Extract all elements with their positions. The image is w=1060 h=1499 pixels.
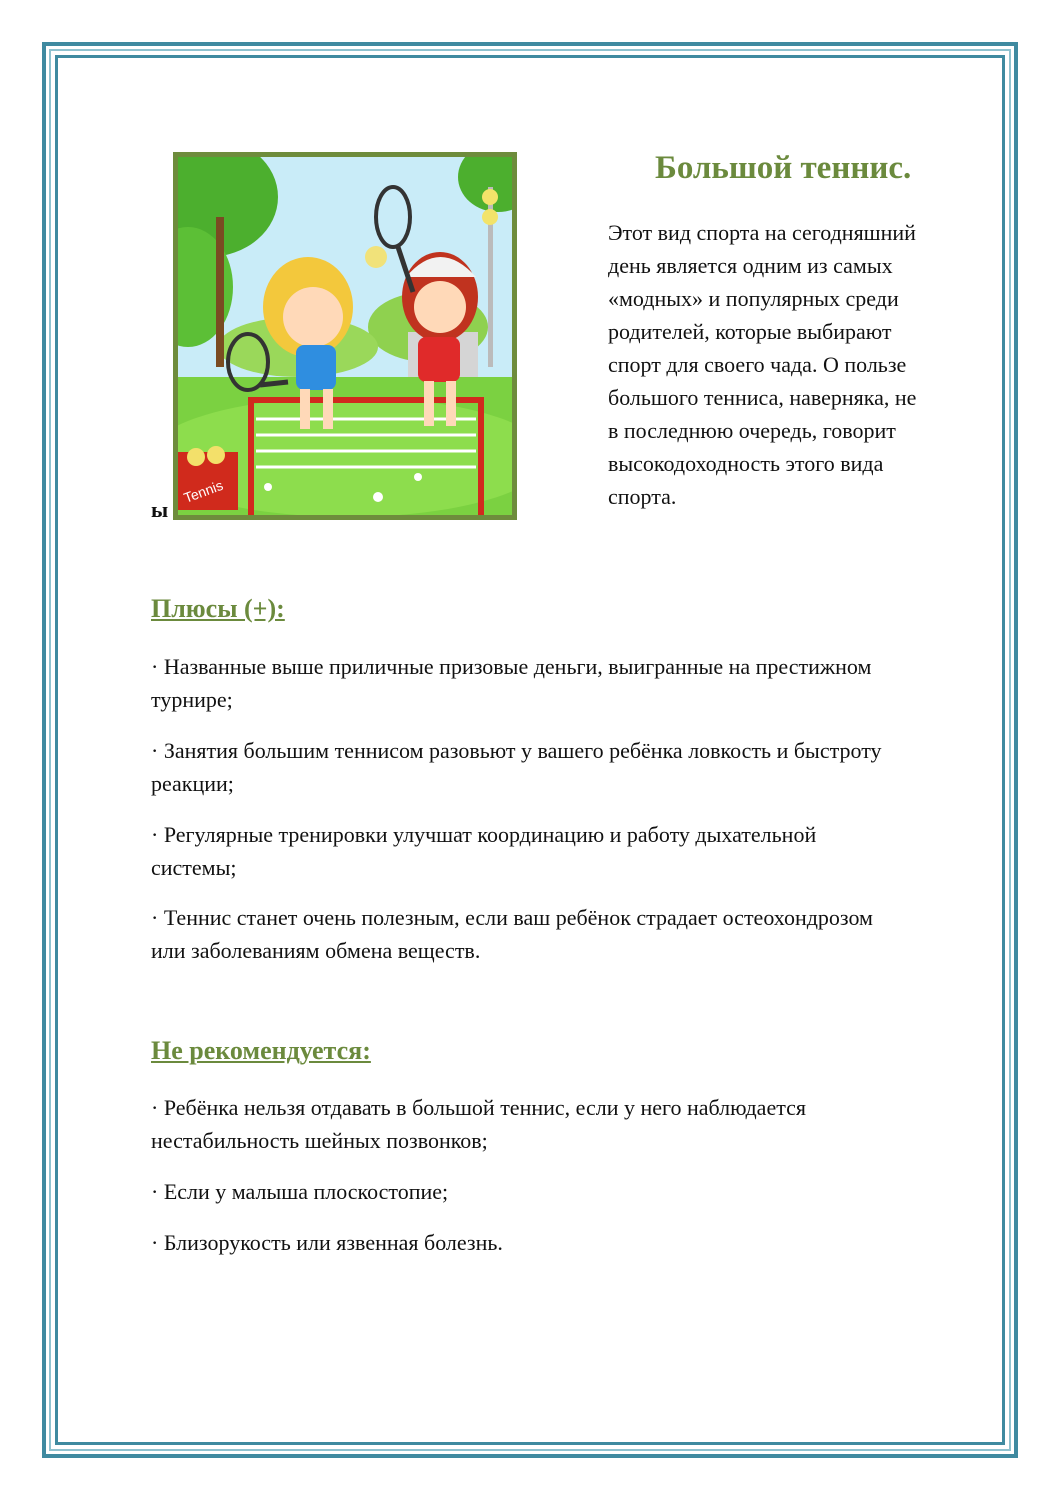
pros-item	[151, 818, 1001, 884]
intro-line: спорта.	[608, 484, 677, 509]
pros-heading: Плюсы (+):	[151, 594, 285, 623]
box-sign-text: Tennis	[181, 476, 226, 506]
intro-paragraph	[608, 216, 988, 513]
intro-line: Этот вид спорта на сегодняшний	[608, 220, 916, 245]
pros-item-line: или заболеваниям обмена веществ.	[151, 938, 481, 963]
pros-item-line: системы;	[151, 855, 237, 880]
pros-item	[151, 901, 1001, 967]
intro-line: спорт для своего чада. О пользе	[608, 352, 907, 377]
contra-item-line: нестабильность шейных позвонков;	[151, 1128, 488, 1153]
intro-line: день является одним из самых	[608, 253, 893, 278]
pros-item-line: · Регулярные тренировки улучшат координацию и работу дыхательной	[151, 822, 817, 847]
pros-item-line: реакции;	[151, 771, 234, 796]
pros-item-line: турнире;	[151, 687, 233, 712]
intro-line: в последнюю очередь, говорит	[608, 418, 896, 443]
contra-heading: Не рекомендуется:	[151, 1036, 371, 1065]
contra-item	[151, 1226, 1001, 1259]
page-title: Большой теннис.	[655, 150, 912, 186]
contra-item-line: · Ребёнка нельзя отдавать в большой теннис, если у него наблюдается	[151, 1095, 806, 1120]
intro-line: большого тенниса, наверняка, не	[608, 385, 917, 410]
stray-character: ы	[151, 497, 169, 522]
contra-item-line: · Если у малыша плоскостопие;	[151, 1179, 449, 1204]
pros-item	[151, 650, 1001, 716]
contra-item-line: · Близорукость или язвенная болезнь.	[151, 1230, 503, 1255]
intro-line: высокодоходность этого вида	[608, 451, 884, 476]
contra-item	[151, 1091, 1001, 1157]
intro-line: «модных» и популярных среди	[608, 286, 899, 311]
pros-item-line: · Занятия большим теннисом разовьют у вашего ребёнка ловкость и быстроту	[151, 738, 882, 763]
pros-item	[151, 734, 1001, 800]
pros-item-line: · Теннис станет очень полезным, если ваш ребёнок страдает остеохондрозом	[151, 905, 873, 930]
contra-item	[151, 1175, 1001, 1208]
tennis-illustration	[173, 152, 517, 520]
pros-item-line: · Названные выше приличные призовые деньги, выигранные на престижном	[151, 654, 872, 679]
intro-line: родителей, которые выбирают	[608, 319, 892, 344]
